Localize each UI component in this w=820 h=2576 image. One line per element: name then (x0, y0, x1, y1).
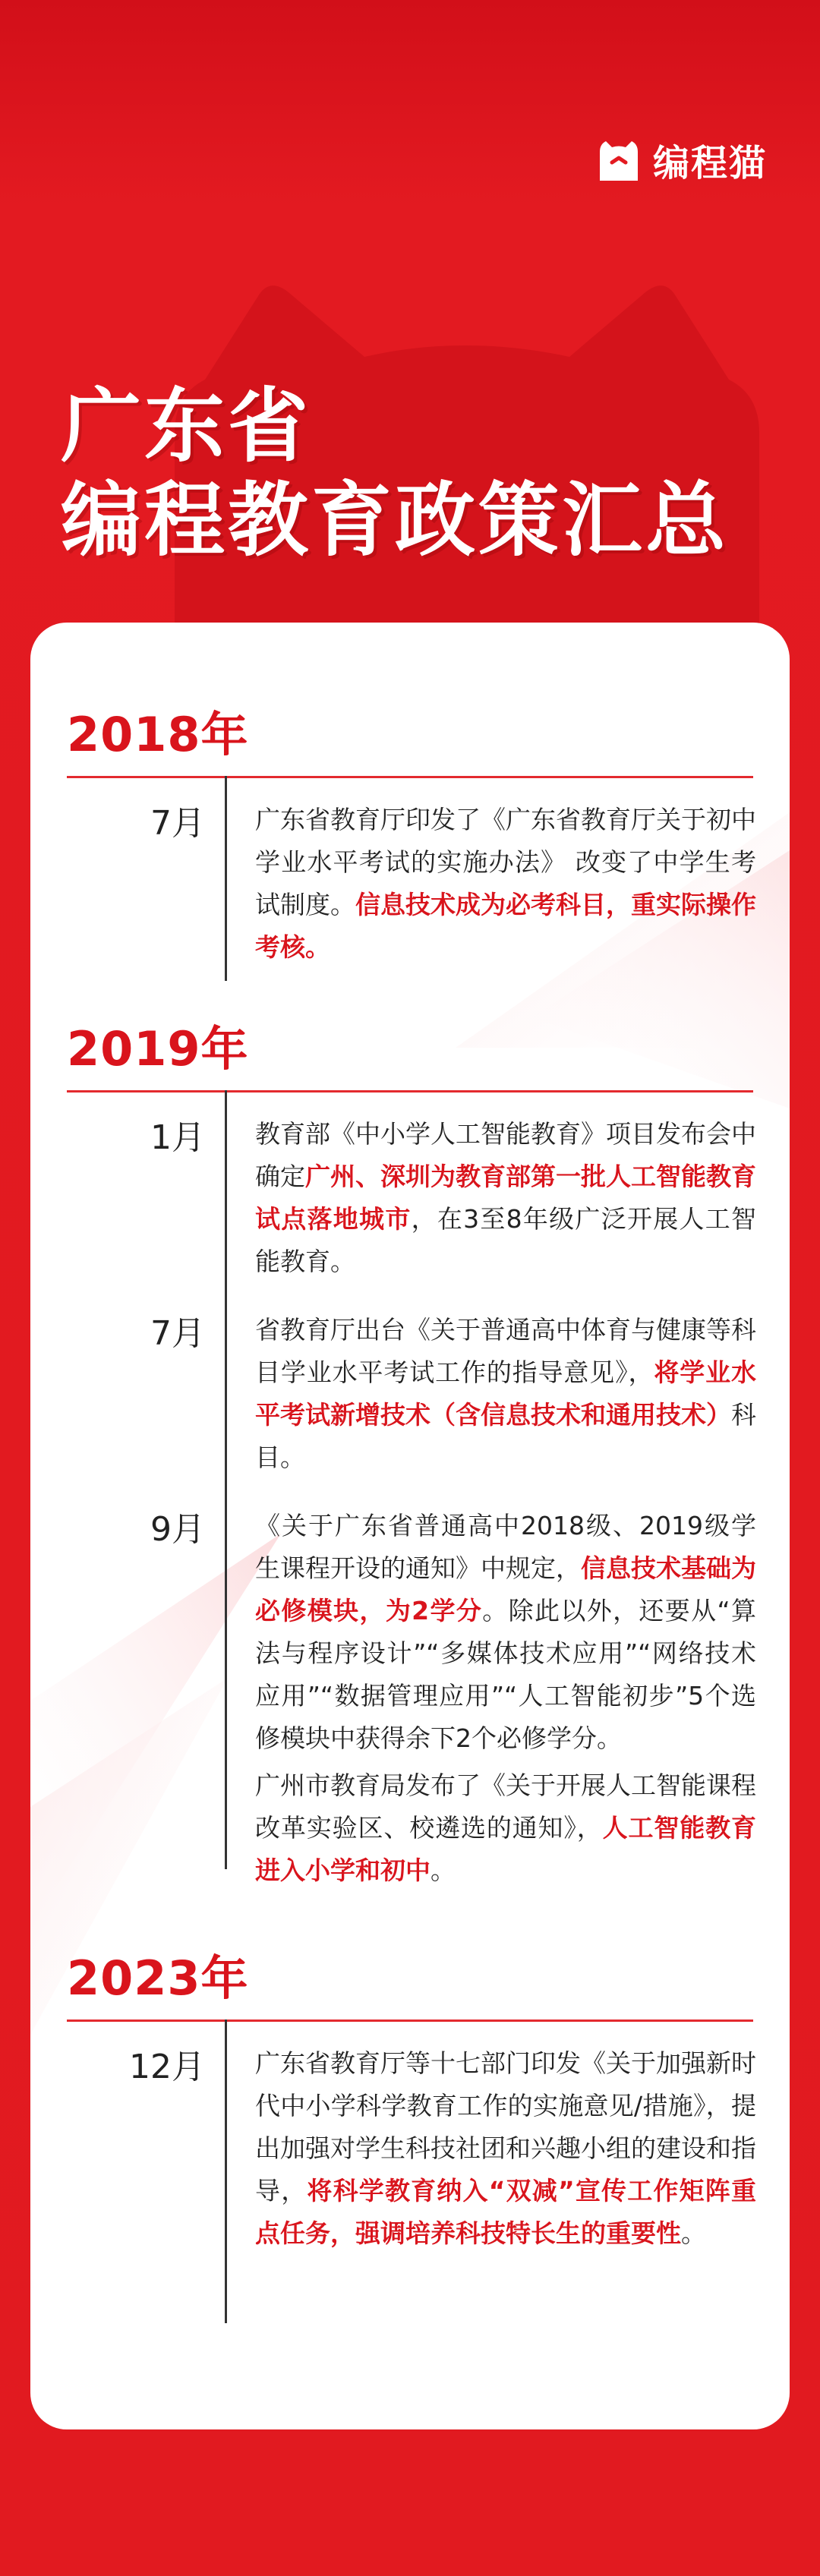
timeline-line (225, 1090, 227, 1869)
page-title (61, 380, 729, 568)
brand-name: 编程猫 (652, 142, 767, 184)
year-heading-2019: 2019年 (67, 1021, 249, 1077)
timeline-line (225, 776, 227, 981)
month-label: 7月 (150, 804, 205, 843)
policy-entry: 广东省教育厅印发了《广东省教育厅关于初中学业水平考试的实施办法》 改变了中学生考试制度。信息技术成为必考科目，重实际操作考核。 (255, 805, 756, 962)
month-label: 7月 (150, 1314, 205, 1353)
title-line-2: 编程教育政策汇总 (61, 474, 729, 567)
timeline-line (225, 2019, 227, 2323)
year-divider (67, 776, 753, 778)
brand-logo (595, 134, 767, 186)
year-divider (67, 1090, 753, 1093)
policy-entry: 《关于广东省普通高中2018级、2019级学生课程开设的通知》中规定，信息技术基础为必修模块，为2学分。除此以外，还要从“算法与程序设计”“多媒体技术应用”“网络技术应用”“数据管理应用”“人工智能初步”5个选修模块中获得余下2个必修学分。 (255, 1511, 756, 1753)
month-label: 9月 (150, 1510, 205, 1549)
policy-entry: 广州市教育局发布了《关于开展人工智能课程改革实验区、校遴选的通知》，人工智能教育进入小学和初中。 (255, 1770, 757, 1885)
policy-card (30, 623, 790, 2429)
year-heading-2018: 2018年 (67, 707, 249, 762)
cat-head-icon (595, 137, 642, 184)
month-label: 1月 (150, 1118, 205, 1157)
month-label: 12月 (129, 2048, 205, 2086)
policy-entry: 教育部《中小学人工智能教育》项目发布会中确定广州、深圳为教育部第一批人工智能教育试点落地城市，在3至8年级广泛开展人工智能教育。 (255, 1119, 757, 1276)
year-divider (67, 2019, 753, 2022)
year-heading-2023: 2023年 (67, 1950, 249, 2006)
title-line-1: 广东省 (61, 380, 311, 473)
policy-entry: 省教育厅出台《关于普通高中体育与健康等科目学业水平考试工作的指导意见》，将学业水平考试新增技术（含信息技术和通用技术）科目。 (255, 1315, 757, 1472)
policy-entry: 广东省教育厅等十七部门印发《关于加强新时代中小学科学教育工作的实施意见/措施》，提出加强对学生科技社团和兴趣小组的建设和指导，将科学教育纳入“双减”宣传工作矩阵重点任务，强调培养科技特长生的重要性。 (255, 2048, 756, 2248)
